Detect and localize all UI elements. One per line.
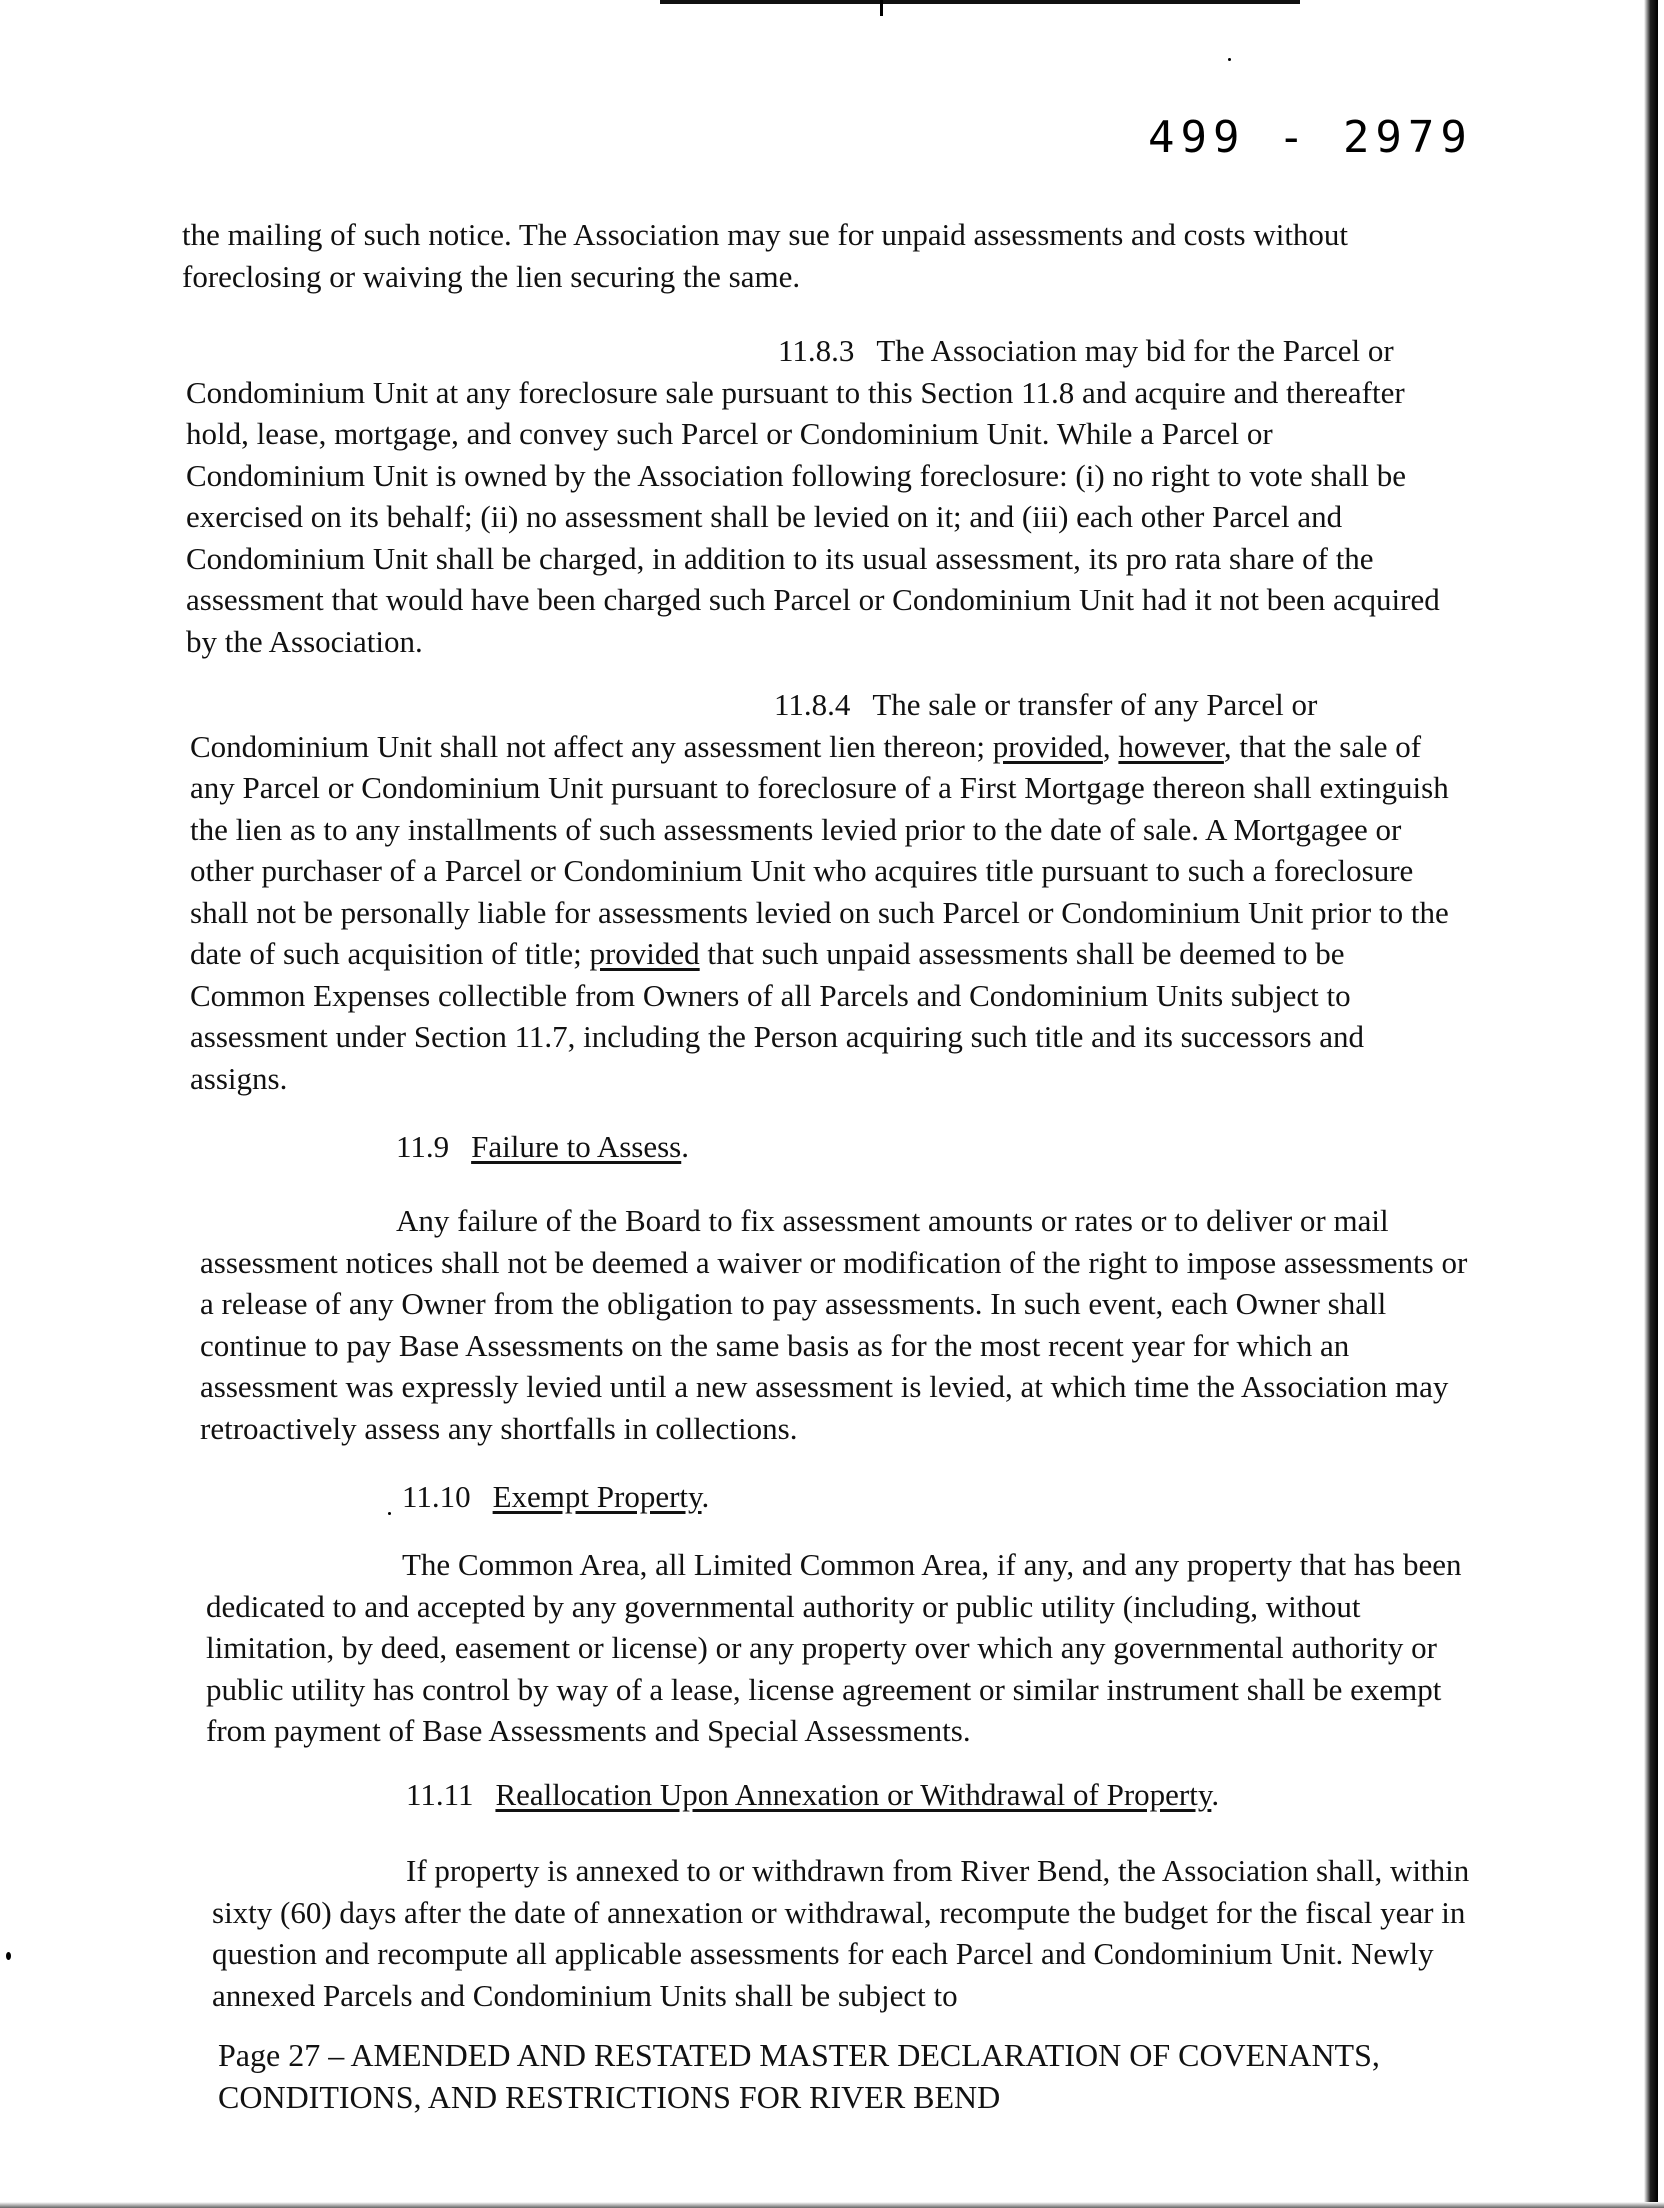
section-11-10-body: The Common Area, all Limited Common Area, if any, and any property that has been dedicated to and accepted by any governmental authority or public utility (including, without limitation, by deed, easement or license) or any property over which any governmental authority or public utility has control by way of a lease, license agreement or similar instrument shall be exempt from payment of Base Assessments and Special Assessments. [206,1547,1462,1748]
page-footer: Page 27 – AMENDED AND RESTATED MASTER DECLARATION OF COVENANTS, CONDITIONS, AND RESTRICTIONS FOR RIVER BEND [218,2037,1380,2115]
section-title: Reallocation Upon Annexation or Withdrawal of Property [495,1777,1212,1812]
section-title: Failure to Assess [471,1129,682,1164]
section-heading-11-10 [402,1476,709,1518]
section-text: , that the sale of any Parcel or Condominium Unit pursuant to foreclosure of a First Mortgage thereon shall extinguish the lien as to any installments of such assessments levied prior to the date of sale. A Mortgagee or other purchaser of a Parcel or Condominium Unit who acquires title pursuant to such a foreclosure shall not be personally liable for assessments levied on such Parcel or Condominium Unit prior to the date of such acquisition of title; [190,728,1449,971]
section-11-9-body: Any failure of the Board to fix assessment amounts or rates or to deliver or mail assessment notices shall not be deemed a waiver or modification of the right to impose assessments or a release of any Owner from the obligation to pay assessments. In such event, each Owner shall continue to pay Base Assessments on the same basis as for the most recent year for which an assessment was expressly levied until a new assessment is levied, at which time the Association may retroactively assess any shortfalls in collections. [200,1203,1468,1446]
section-11-8-4 [190,684,1460,1099]
section-number: 11.8.3 [778,333,855,368]
section-11-8-3 [186,330,1456,662]
emphasis-however: however [1118,728,1224,764]
section-title: Exempt Property [492,1479,702,1514]
punctuation: . [701,1479,710,1514]
scan-speck [1228,58,1231,61]
punctuation: , [1102,728,1119,764]
scan-speck [388,1512,391,1515]
section-text: The sale or transfer of any Parcel or Condominium Unit shall not affect any assessment lien thereon; [190,687,1318,764]
recording-stamp: 499 - 2979 [1148,112,1473,163]
section-number: 11.11 [406,1777,474,1812]
scan-tick [880,0,883,16]
section-number: 11.10 [402,1479,471,1514]
scan-edge-bottom [0,2202,1664,2208]
section-text: The Association may bid for the Parcel or Condominium Unit at any foreclosure sale pursuant to this Section 11.8 and acquire and thereafter hold, lease, mortgage, and convey such Parcel or Condominium Unit. While a Parcel or Condominium Unit is owned by the Association following foreclosure: (i) no right to vote shall be exercised on its behalf; (ii) no assessment shall be levied on it; and (iii) each other Parcel and Condominium Unit shall be charged, in addition to its usual assessment, its pro rata share of the assessment that would have been charged such Parcel or Condominium Unit had it not been acquired by the Association. [186,333,1440,659]
section-text: that such unpaid assessments shall be deemed to be Common Expenses collectible from Owners of all Parcels and Condominium Units subject to assessment under Section 11.7, including the Person acquiring such title and its successors and assigns. [190,936,1365,1096]
scan-edge-right [1644,0,1658,2208]
section-number: 11.9 [396,1129,450,1164]
punctuation: . [681,1129,689,1164]
section-number: 11.8.4 [774,687,851,722]
scan-edge-top [660,0,1300,4]
section-heading-11-11 [406,1774,1219,1816]
section-heading-11-9 [396,1126,689,1168]
section-11-11-body: If property is annexed to or withdrawn from River Bend, the Association shall, within sixty (60) days after the date of annexation or withdrawal, recompute the budget for the fiscal year in question and recompute all applicable assessments for each Parcel and Condominium Unit. Newly annexed Parcels and Condominium Units shall be subject to [212,1853,1470,2013]
punctuation: . [1211,1777,1220,1812]
emphasis-provided: provided [992,728,1103,764]
scan-speck [6,1952,11,1960]
emphasis-provided: provided [589,936,700,971]
paragraph-continuation: the mailing of such notice. The Association may sue for unpaid assessments and costs without foreclosing or waiving the lien securing the same. [182,217,1349,294]
